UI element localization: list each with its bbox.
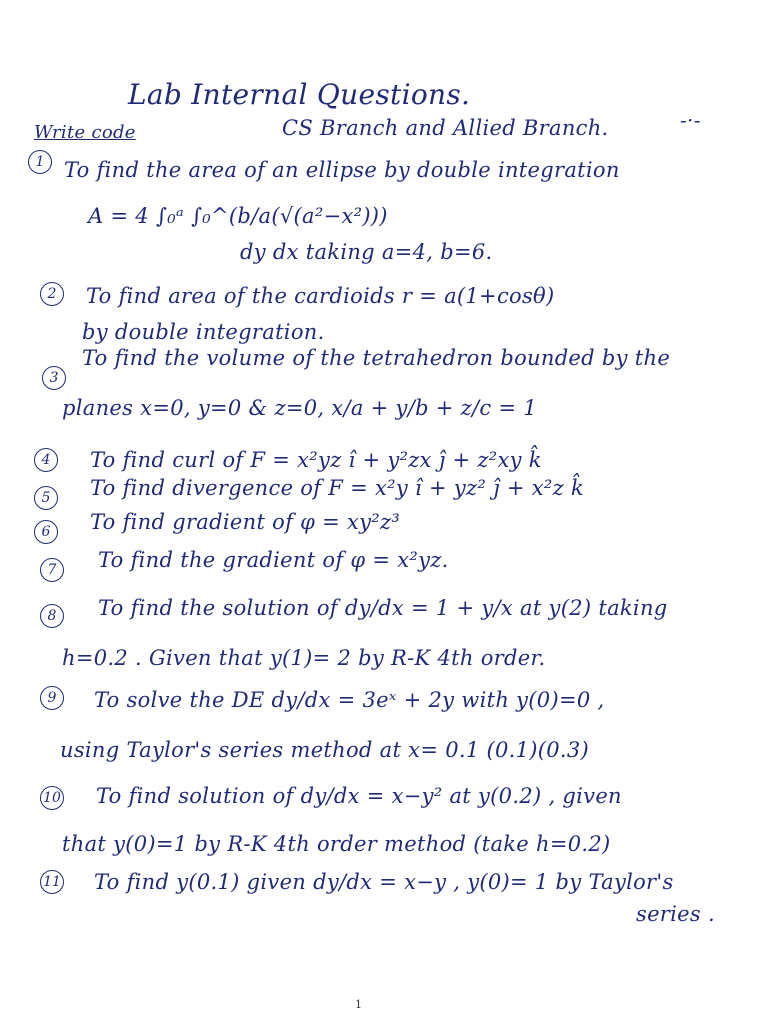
question-9-line-1: To solve the DE dy/dx = 3eˣ + 2y with y(0)=0 , [94, 688, 605, 712]
question-3-line-2: planes x=0, y=0 & z=0, x/a + y/b + z/c = 1 [62, 396, 537, 420]
question-1-line-2: A = 4 ∫₀ᵃ ∫₀^(b/a(√(a²−x²))) [88, 204, 388, 228]
question-10-line-1: To find solution of dy/dx = x−y² at y(0.2) , given [96, 784, 622, 808]
question-number-5: 5 [34, 486, 58, 510]
question-8-line-1: To find the solution of dy/dx = 1 + y/x at y(2) taking [98, 596, 668, 620]
question-number-9: 9 [40, 686, 64, 710]
question-number-10: 10 [40, 786, 64, 810]
question-6-line-1: To find gradient of φ = xy²z³ [90, 510, 401, 534]
question-5-line-1: To find divergence of F = x²y î + yz² ĵ + x²z k̂ [90, 476, 584, 500]
question-4-line-1: To find curl of F = x²yz î + y²zx ĵ + z²xy k̂ [90, 448, 542, 472]
question-8-line-2: h=0.2 . Given that y(1)= 2 by R-K 4th order. [62, 646, 546, 670]
question-10-line-2: that y(0)=1 by R-K 4th order method (take h=0.2) [62, 832, 611, 856]
question-2-line-2: by double integration. [82, 320, 325, 344]
page-title: Lab Internal Questions. [128, 78, 471, 111]
write-code-label: Write code [34, 122, 136, 143]
question-number-6: 6 [34, 520, 58, 544]
question-7-line-1: To find the gradient of φ = x²yz. [98, 548, 449, 572]
question-number-1: 1 [28, 150, 52, 174]
question-number-11: 11 [40, 870, 64, 894]
question-3-line-1: To find the volume of the tetrahedron bounded by the [82, 346, 671, 370]
question-1-line-3: dy dx taking a=4, b=6. [240, 240, 493, 264]
question-number-2: 2 [40, 282, 64, 306]
page-number: 1 [355, 998, 362, 1011]
question-9-line-2: using Taylor's series method at x= 0.1 (0.1)(0.3) [60, 738, 590, 762]
question-number-4: 4 [34, 448, 58, 472]
question-2-line-1: To find area of the cardioids r = a(1+cosθ) [86, 284, 555, 308]
dash-mark: -·- [680, 108, 701, 132]
question-1-line-1: To find the area of an ellipse by double integration [64, 158, 620, 182]
question-11-line-2: series . [636, 902, 715, 926]
branch-heading: CS Branch and Allied Branch. [282, 116, 609, 140]
question-number-7: 7 [40, 558, 64, 582]
question-11-line-1: To find y(0.1) given dy/dx = x−y , y(0)= 1 by Taylor's [94, 870, 674, 894]
question-number-3: 3 [42, 366, 66, 390]
question-number-8: 8 [40, 604, 64, 628]
